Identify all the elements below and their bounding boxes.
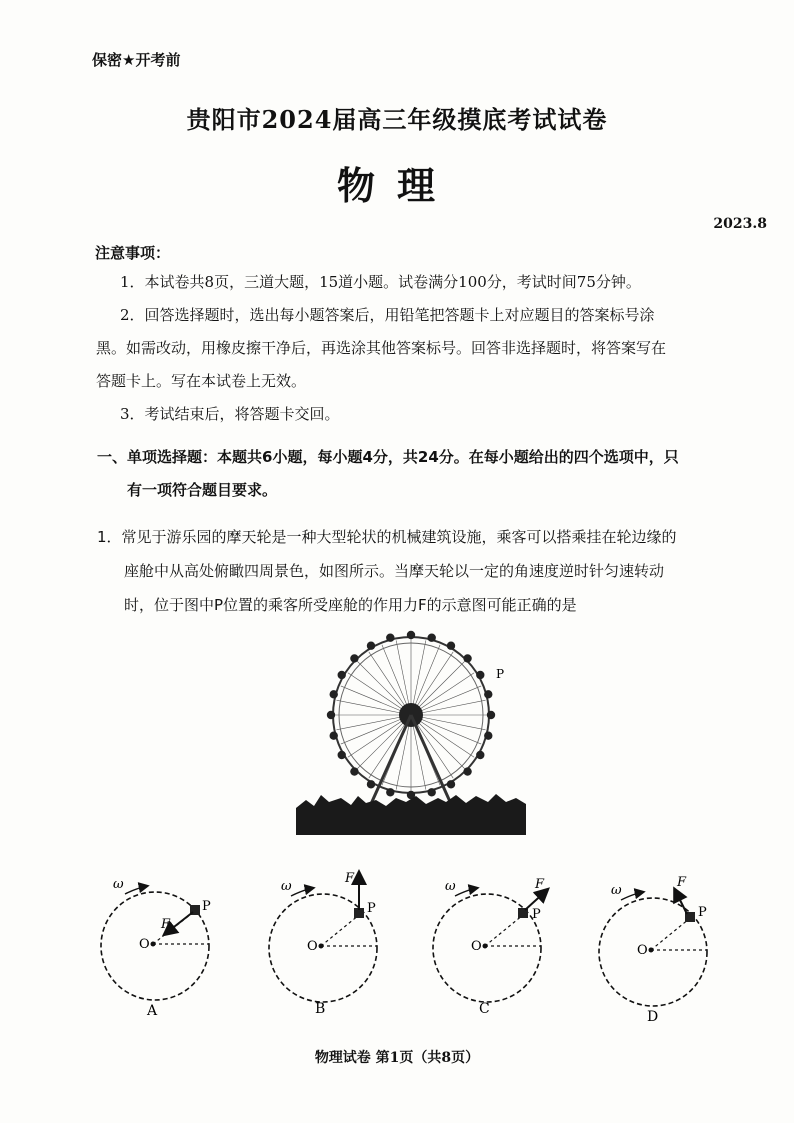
ferris-wheel-cabin [476, 671, 484, 679]
notice-item-1: 1．本试卷共8页，三道大题，15道小题。试卷满分100分，考试时间75分钟。 [120, 273, 641, 291]
ferris-wheel-cabin [463, 654, 471, 662]
option-a-diagram [101, 877, 211, 1019]
option-d-rotation-arrow [621, 892, 643, 900]
option-d-f-label: F [677, 875, 687, 890]
ferris-wheel-cabin [476, 751, 484, 759]
ferris-wheel-cabin [428, 634, 436, 642]
confidential-mark: 保密★开考前 [92, 51, 181, 69]
question-1-line-2: 座舱中从高处俯瞰四周景色，如图所示。当摩天轮以一定的角速度逆时针匀速转动 [124, 562, 665, 580]
question-1-line-1: 1．常见于游乐园的摩天轮是一种大型轮状的机械建筑设施，乘客可以搭乘挂在轮边缘的 [97, 528, 677, 546]
option-c-o-label: O [471, 939, 482, 954]
option-c-rotation-arrow [455, 888, 477, 896]
option-a-omega: ω [113, 877, 124, 892]
option-d-o-label: O [637, 943, 648, 958]
section-1-line-2: 有一项符合题目要求。 [127, 481, 278, 499]
option-a-f-label: F [161, 917, 171, 932]
option-d-diagram [599, 875, 707, 1025]
option-d-label: D [647, 1009, 659, 1025]
notice-heading: 注意事项： [95, 244, 171, 262]
option-a-p-label: P [202, 899, 211, 914]
option-b-diagram [269, 871, 377, 1017]
option-c-omega: ω [445, 879, 456, 894]
option-c-label: C [479, 1001, 490, 1017]
option-a-label: A [147, 1003, 158, 1019]
option-c-diagram [433, 877, 547, 1017]
option-c-f-label: F [535, 877, 545, 892]
section-1-line-1: 一、单项选择题：本题共6小题，每小题4分，共24分。在每小题给出的四个选项中，只 [97, 448, 679, 466]
exam-title: 贵阳市2024届高三年级摸底考试试卷 [186, 105, 608, 134]
ferris-wheel-cabin [463, 767, 471, 775]
ferris-wheel-cabin [327, 711, 335, 719]
question-1-stem [97, 520, 737, 622]
ferris-wheel-cabin [428, 788, 436, 796]
notice-item-2-line-3: 答题卡上。写在本试卷上无效。 [96, 372, 307, 390]
exam-date: 2023.8 [713, 216, 767, 232]
ferris-wheel-cabin [350, 654, 358, 662]
options-diagram [95, 868, 735, 1028]
option-d-omega: ω [611, 883, 622, 898]
ferris-wheel-cabin [487, 711, 495, 719]
option-d-force-arrow [675, 890, 687, 914]
option-b-p-label: P [367, 901, 376, 916]
ferris-wheel-cabin [407, 631, 415, 639]
ferris-wheel-cabin [367, 642, 375, 650]
option-b-label: B [315, 1001, 326, 1017]
ferris-wheel-cabin [447, 642, 455, 650]
notice-item-2-line-1: 2．回答选择题时，选出每小题答案后，用铅笔把答题卡上对应题目的答案标号涂 [120, 306, 655, 324]
question-1-line-3: 时，位于图中P位置的乘客所受座舱的作用力F的示意图可能正确的是 [124, 596, 577, 614]
ferris-wheel-cabin [386, 788, 394, 796]
ferris-wheel-cabin [330, 732, 338, 740]
option-b-o-label: O [307, 939, 318, 954]
notice-item-3: 3．考试结束后，将答题卡交回。 [120, 405, 340, 423]
subject-title: 物理 [336, 163, 457, 208]
option-a-o-label: O [139, 937, 150, 952]
ferris-wheel-cabin [386, 634, 394, 642]
option-c-p-label: P [532, 907, 541, 922]
section-1-heading [97, 441, 737, 507]
photo-label-p: P [496, 667, 505, 681]
ferris-wheel-cabin [484, 690, 492, 698]
trees-silhouette [296, 794, 526, 835]
ferris-wheel-cabin [330, 690, 338, 698]
ferris-wheel-cabin [367, 780, 375, 788]
option-d-p-label: P [698, 905, 707, 920]
ferris-wheel-photo [296, 630, 526, 835]
option-b-rotation-arrow [291, 888, 313, 896]
option-b-omega: ω [281, 879, 292, 894]
notice-item-2-line-2: 黑。如需改动，用橡皮擦干净后，再选涂其他答案标号。回答非选择题时，将答案写在 [96, 339, 667, 357]
ferris-wheel-cabin [338, 751, 346, 759]
ferris-wheel-cabin [447, 780, 455, 788]
page-footer: 物理试卷 第1页（共8页） [314, 1050, 480, 1066]
ferris-wheel-cabin [484, 732, 492, 740]
option-b-f-label: F [345, 871, 355, 886]
ferris-wheel-cabin [338, 671, 346, 679]
ferris-wheel-cabin [350, 767, 358, 775]
